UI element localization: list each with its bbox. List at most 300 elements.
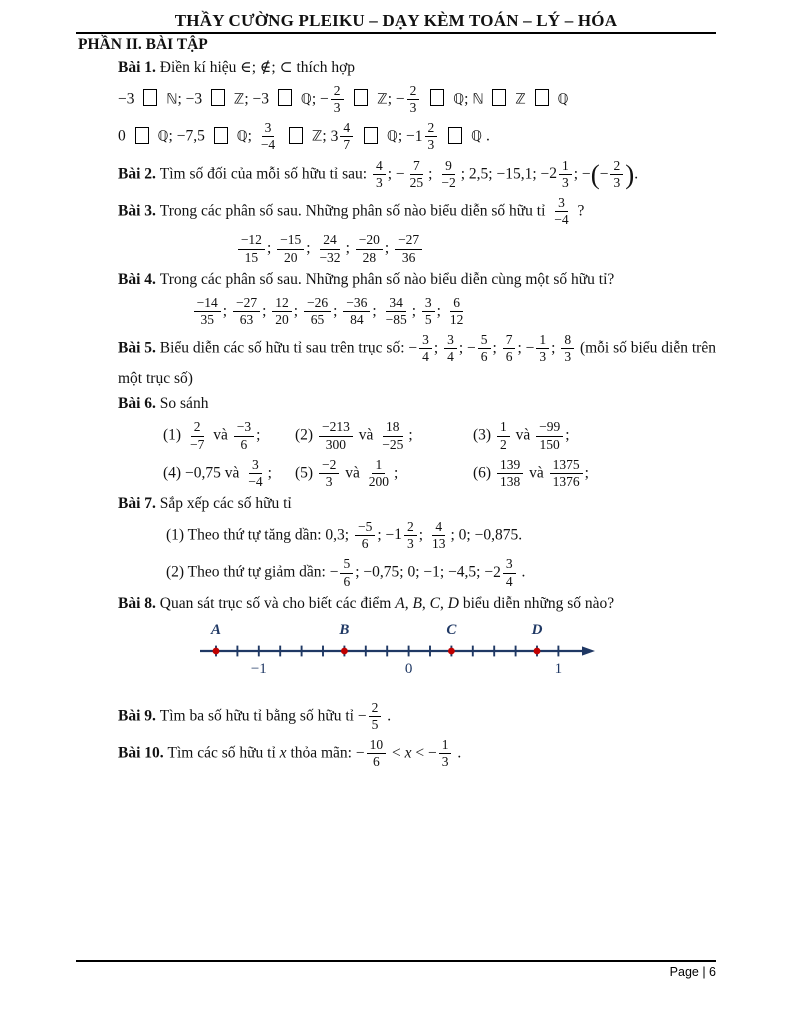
denominator: 4 (505, 573, 513, 589)
text: ; −7,5 (168, 127, 209, 145)
text: ; (256, 426, 261, 444)
numerator: 2 (191, 419, 204, 436)
answer-box (211, 89, 225, 106)
numerator: 3 (249, 457, 262, 474)
text: ; (345, 239, 354, 257)
fraction (304, 295, 331, 328)
text: biểu diễn những số nào? (458, 594, 615, 612)
fraction (379, 419, 406, 452)
mixed-number (493, 556, 518, 589)
text: ; (293, 301, 302, 319)
bai-3-row (118, 195, 722, 228)
denominator: 20 (283, 249, 298, 265)
number-set-symbol: ℤ (311, 128, 323, 145)
denominator: 3 (613, 174, 621, 190)
number-set-symbol: ℤ (233, 91, 245, 108)
text: ; (411, 301, 420, 319)
fraction (355, 519, 375, 552)
bai-8-row (118, 594, 722, 615)
fraction (277, 232, 304, 265)
whole-part: 2 (493, 563, 501, 581)
denominator: 4 (447, 349, 454, 365)
numerator: 2 (331, 83, 344, 100)
text: ; (408, 426, 413, 444)
page-header (0, 0, 792, 34)
exercise-label: Bài 3. (118, 202, 160, 220)
answer-box (135, 127, 149, 144)
denominator: 300 (325, 436, 347, 452)
denominator: 13 (431, 536, 446, 552)
text: ; (436, 301, 445, 319)
text: ; (266, 239, 276, 257)
point-A (213, 647, 220, 654)
numerator: 1 (439, 737, 452, 754)
answer-box (278, 89, 292, 106)
fraction (444, 332, 457, 365)
header-title: THẦY CƯỜNG PLEIKU – DẠY KÈM TOÁN – LÝ – HÓA (174, 11, 618, 30)
text: Điền kí hiệu ∈; ∉; ⊂ thích hợp (159, 59, 356, 76)
fraction (419, 332, 432, 365)
text (526, 90, 530, 107)
fraction (319, 419, 353, 452)
denominator: 6 (343, 573, 351, 589)
bai-5-row (118, 332, 722, 365)
answer-box (430, 89, 444, 106)
number-line (198, 621, 598, 679)
number-set-symbol: ℕ (472, 91, 484, 108)
big-paren: ) (625, 159, 635, 190)
denominator: 1376 (552, 473, 580, 489)
numerator: −99 (536, 419, 563, 436)
numerator: −36 (343, 295, 370, 312)
whole-part: 2 (549, 164, 557, 182)
answer-box (492, 89, 506, 106)
text: ; − (377, 526, 395, 544)
numerator: 2 (404, 519, 417, 536)
fraction (407, 158, 427, 191)
numerator: 5 (340, 556, 353, 573)
exercise-label: Bài 9. (118, 706, 160, 724)
fraction (439, 737, 452, 770)
denominator: −4 (248, 473, 263, 489)
text: − (599, 164, 609, 182)
text: ; (565, 426, 570, 444)
whole-part: 3 (330, 127, 339, 145)
exercise-list (118, 58, 722, 770)
text: ; (428, 164, 437, 182)
mixed-number (331, 120, 356, 153)
text: ; − (397, 127, 415, 145)
fraction (187, 419, 207, 452)
numerator: 3 (555, 195, 568, 212)
text: và (511, 426, 535, 444)
text: ; (262, 301, 271, 319)
numerator: 4 (373, 158, 386, 175)
compare-item (163, 419, 295, 452)
denominator: 63 (239, 311, 254, 327)
denominator: −7 (189, 436, 205, 452)
fraction (559, 158, 572, 191)
fraction (497, 457, 523, 490)
text: , (404, 594, 413, 612)
exercise-label: Bài 1. (118, 59, 160, 76)
text: và (341, 463, 364, 481)
exercise-label: Bài 6. (118, 395, 160, 413)
numerator: 1 (559, 158, 572, 175)
numerator: −3 (234, 419, 254, 436)
text: ; − (311, 90, 329, 108)
denominator: 20 (275, 311, 289, 327)
answer-box (214, 127, 228, 144)
denominator: 7 (343, 137, 351, 153)
numerator: 10 (367, 737, 387, 754)
math-variable: x (279, 744, 287, 762)
denominator: −4 (554, 212, 569, 228)
bai-9-row (118, 700, 722, 733)
denominator: 3 (564, 349, 572, 365)
text: So sánh (159, 395, 209, 413)
denominator: −85 (385, 311, 407, 327)
bai-2-row (118, 158, 722, 191)
fraction (404, 519, 417, 552)
exercise-label: Bài 10. (118, 744, 168, 762)
bai-7-row (166, 556, 722, 589)
fraction (422, 295, 435, 328)
bai-4-row (118, 270, 722, 291)
number-set-symbol: ℚ (386, 128, 398, 145)
number-line-figure (198, 621, 722, 684)
whole-part: 1 (414, 127, 423, 145)
text: thỏa mãn: − (286, 744, 365, 762)
fraction (550, 457, 583, 490)
answer-box (354, 89, 368, 106)
text: Tìm ba số hữu tỉ bằng số hữu tỉ − (159, 706, 367, 724)
text (421, 90, 425, 107)
math-variable: C (429, 594, 440, 612)
fraction (561, 332, 574, 365)
numerator: 2 (425, 120, 438, 137)
point-D (534, 647, 541, 654)
numerator: 3 (419, 332, 432, 349)
numerator: 6 (450, 295, 463, 312)
fraction (316, 232, 343, 265)
denominator: 84 (350, 311, 364, 327)
text: Biểu diễn các số hữu tỉ sau trên trục số: − (159, 339, 418, 357)
axis-arrow-icon (582, 646, 595, 655)
text: (3) (473, 426, 495, 444)
text: . (482, 127, 490, 145)
numerator: −20 (356, 232, 383, 249)
denominator: 15 (244, 249, 259, 265)
denominator: 3 (427, 137, 435, 153)
numerator: 2 (407, 83, 420, 100)
text: Quan sát trục số và cho biết các điểm (159, 594, 396, 612)
point-B (341, 647, 348, 654)
number-set-symbol: ℚ (471, 128, 483, 145)
numerator: 4 (340, 120, 353, 137)
text: ; −3 (177, 90, 207, 108)
text: ; (551, 339, 560, 357)
text: ; (584, 463, 589, 481)
text: ? (573, 202, 585, 220)
fraction (447, 295, 467, 328)
numerator: 8 (561, 332, 574, 349)
number-set-symbol: ℚ (157, 128, 169, 145)
denominator: 6 (480, 349, 488, 365)
numerator: 3 (422, 295, 435, 312)
fraction (407, 83, 420, 116)
numerator: 18 (383, 419, 403, 436)
text: (4) −0,75 và (163, 463, 244, 481)
text (355, 128, 359, 145)
answer-box (143, 89, 157, 106)
point-label-B: B (339, 621, 350, 638)
fraction (551, 195, 571, 228)
text: . (383, 706, 392, 724)
exercise-label: Bài 5. (118, 339, 160, 357)
text: ; (267, 463, 272, 481)
denominator: 28 (362, 249, 377, 265)
numerator: 4 (432, 519, 445, 536)
compare-item (295, 457, 473, 490)
math-variable: B (412, 594, 422, 612)
numerator: 3 (262, 120, 275, 137)
bai-7-row (166, 519, 722, 552)
bai-5-row (118, 369, 722, 390)
denominator: 3 (375, 174, 383, 190)
fraction (340, 556, 353, 589)
text: (2) Theo thứ tự giảm dần: − (166, 563, 339, 581)
text: ; (492, 339, 501, 357)
text: , (440, 594, 448, 612)
denominator: 5 (371, 716, 379, 732)
denominator: 12 (449, 311, 464, 327)
section-title: PHẦN II. BÀI TẬP (78, 36, 208, 53)
numerator: 1 (536, 332, 549, 349)
text (484, 90, 488, 107)
fraction (610, 158, 623, 191)
text: ; (372, 301, 381, 319)
numerator: 7 (503, 332, 516, 349)
page-footer (76, 960, 716, 979)
fraction (233, 295, 260, 328)
text: ; (247, 127, 256, 145)
fraction (367, 737, 387, 770)
denominator: 3 (562, 174, 569, 190)
fraction (503, 332, 516, 365)
text: < (388, 744, 405, 762)
number-set-symbol: ℤ (515, 91, 526, 108)
text: −3 (118, 90, 139, 108)
denominator: 3 (407, 536, 414, 552)
axis-number: −1 (250, 660, 267, 677)
numerator: −213 (319, 419, 353, 436)
text: (mỗi số biểu diễn trên (576, 339, 716, 357)
fraction (238, 232, 265, 265)
number-set-symbol: ℚ (300, 91, 312, 108)
text: Tìm các số hữu tỉ (167, 744, 280, 762)
bai-6-row (118, 394, 722, 415)
numerator: −27 (395, 232, 422, 249)
exercise-label: Bài 2. (118, 164, 160, 182)
compare-item (295, 419, 473, 452)
text: ; (306, 239, 315, 257)
text: (6) (473, 463, 495, 481)
mixed-number (415, 120, 440, 153)
numerator: 1375 (550, 457, 583, 474)
fraction (369, 700, 382, 733)
numerator: −5 (355, 519, 375, 536)
denominator: 3 (325, 473, 333, 489)
text: ; (384, 239, 394, 257)
text: ; −0,75; 0; −1; −4,5; − (355, 563, 494, 581)
text: ; (222, 301, 231, 319)
fraction (343, 295, 370, 328)
numerator: −12 (238, 232, 265, 249)
text: < − (411, 744, 437, 762)
bai-6-row (163, 457, 722, 490)
numerator: 2 (369, 700, 382, 717)
denominator: 6 (372, 754, 380, 770)
number-set-symbol: ℕ (166, 91, 178, 108)
numerator: 34 (386, 295, 406, 312)
mixed-number (549, 158, 574, 191)
numerator: 9 (442, 158, 455, 175)
text: ; − (573, 164, 591, 182)
exercise-label: Bài 8. (118, 594, 160, 612)
fraction (536, 332, 549, 365)
fraction (366, 457, 392, 490)
text: (5) (295, 463, 317, 481)
fraction (340, 120, 353, 153)
header-rule (76, 32, 716, 34)
numerator: 1 (372, 457, 385, 474)
fraction (319, 457, 339, 490)
compare-item (473, 457, 722, 490)
bai-1-row (118, 120, 722, 153)
page-number: Page | 6 (669, 965, 716, 979)
compare-item (473, 419, 722, 452)
denominator: 36 (401, 249, 416, 265)
point-label-C: C (446, 621, 457, 638)
answer-box (364, 127, 378, 144)
text (346, 90, 350, 107)
denominator: −4 (260, 137, 276, 153)
denominator: 4 (422, 349, 429, 365)
bai-7-row (118, 494, 722, 515)
denominator: 25 (409, 174, 424, 190)
numerator: 3 (444, 332, 457, 349)
text: ; (322, 127, 331, 145)
numerator: 3 (503, 556, 516, 573)
text: , (421, 594, 430, 612)
denominator: 6 (240, 436, 248, 452)
text: và (354, 426, 378, 444)
text (280, 128, 284, 145)
text: ; − (387, 164, 405, 182)
answer-box (448, 127, 462, 144)
denominator: −25 (382, 436, 404, 452)
denominator: 2 (499, 436, 507, 452)
numerator: −2 (319, 457, 339, 474)
number-set-symbol: ℚ (236, 128, 248, 145)
fraction (194, 295, 221, 328)
number-set-symbol: ℤ (377, 91, 388, 108)
bai-1-row (118, 83, 722, 116)
text: Trong các phân số sau. Những phân số nào biểu diễn số hữu tỉ (159, 202, 550, 220)
answer-box (289, 127, 303, 144)
text: và (525, 463, 548, 481)
denominator: −32 (319, 249, 341, 265)
bai-6-row (163, 419, 722, 452)
text: . (453, 744, 462, 762)
text: và (209, 426, 232, 444)
math-variable: A (395, 594, 405, 612)
fraction (536, 419, 563, 452)
number-set-symbol: ℚ (453, 91, 465, 108)
bai-10-row (118, 737, 722, 770)
denominator: 5 (424, 311, 432, 327)
denominator: 150 (539, 436, 560, 452)
text: . (634, 164, 639, 182)
exercise-label: Bài 7. (118, 495, 160, 513)
number-set-symbol: ℚ (557, 91, 569, 108)
denominator: 3 (539, 349, 547, 365)
whole-part: 1 (394, 526, 403, 544)
text: ; (333, 301, 342, 319)
big-paren: ( (590, 159, 600, 190)
denominator: 3 (441, 754, 449, 770)
bai-1-row (118, 58, 722, 79)
denominator: 200 (368, 473, 389, 489)
bai-4-row (118, 295, 722, 328)
numerator: 5 (478, 332, 491, 349)
fraction (258, 120, 278, 153)
text: ; − (458, 339, 476, 357)
numerator: −27 (233, 295, 260, 312)
denominator: 65 (310, 311, 325, 327)
text: ; −3 (244, 90, 273, 108)
fraction (245, 457, 265, 490)
fraction (497, 419, 510, 452)
fraction (356, 232, 383, 265)
point-label-A: A (210, 621, 222, 638)
fraction (272, 295, 292, 328)
numerator: 1 (497, 419, 510, 436)
axis-number: 1 (554, 660, 563, 677)
numerator: 2 (610, 158, 623, 175)
numerator: −14 (194, 295, 221, 312)
text: ; (464, 90, 473, 108)
compare-item (163, 457, 295, 490)
text (439, 128, 443, 145)
fraction (383, 295, 410, 328)
text: ; − (387, 90, 405, 108)
fraction (425, 120, 438, 153)
mixed-number (394, 519, 419, 552)
denominator: 138 (499, 473, 521, 489)
text: ; 0; −0,875. (450, 526, 523, 544)
bai-3-row (118, 232, 722, 265)
text: . (517, 563, 526, 581)
fraction (234, 419, 254, 452)
denominator: 6 (505, 349, 513, 365)
text: (1) (163, 426, 185, 444)
numerator: −15 (277, 232, 304, 249)
numerator: −26 (304, 295, 331, 312)
numerator: 139 (497, 457, 523, 474)
point-C (448, 647, 455, 654)
